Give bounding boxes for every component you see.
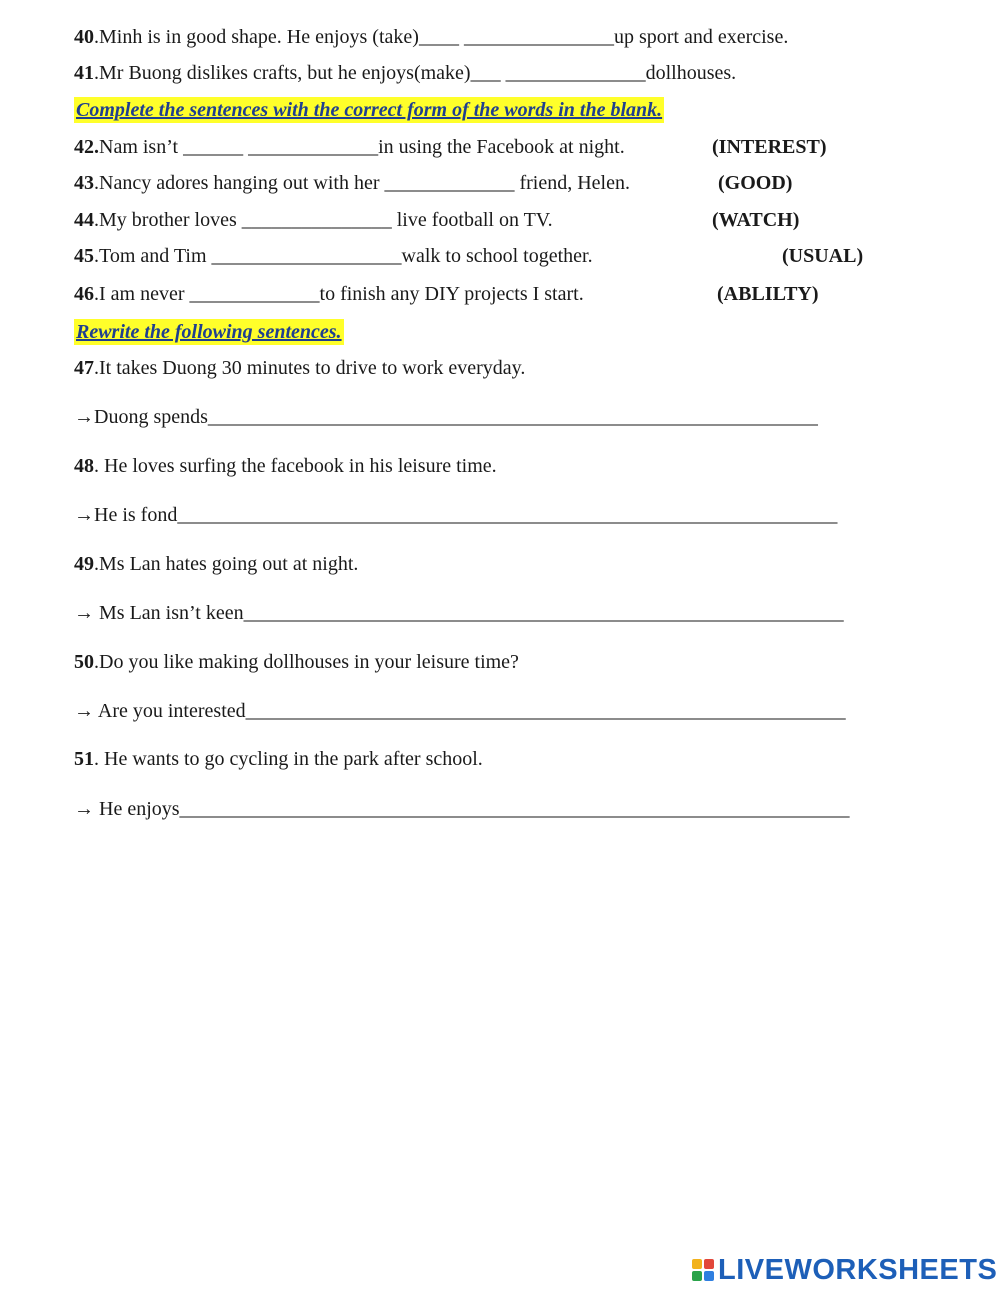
item-42 [74, 134, 625, 160]
item-text: .I am never _____________to finish any DIY projects I start. [94, 283, 584, 305]
item-text: .Tom and Tim ___________________walk to school together. [94, 245, 593, 267]
logo-mark-icon [692, 1259, 714, 1281]
item-44 [74, 207, 553, 233]
logo-square-bl [692, 1271, 702, 1281]
answer-line-49[interactable]: → Ms Lan isn’t keen____________________________________________________________ [74, 602, 844, 624]
item-text: .Mr Buong dislikes crafts, but he enjoys(make)___ ______________dollhouses. [94, 62, 737, 84]
item-46 [74, 281, 584, 307]
item-47 [74, 355, 525, 381]
liveworksheets-logo[interactable] [692, 1255, 997, 1285]
item-number: 51 [74, 748, 94, 770]
logo-square-tl [692, 1259, 702, 1269]
item-number: 43 [74, 172, 94, 194]
item-50 [74, 649, 519, 675]
item-text: .My brother loves _______________ live football on TV. [94, 209, 553, 231]
answer-line-51[interactable]: → He enjoys___________________________________________________________________ [74, 798, 850, 820]
item-51 [74, 746, 483, 772]
item-number: 40 [74, 26, 94, 48]
item-48 [74, 453, 497, 479]
keyword-usual: (USUAL) [782, 245, 864, 267]
keyword-watch: (WATCH) [712, 209, 800, 231]
section-heading-rewrite: Rewrite the following sentences. [76, 321, 342, 343]
item-40 [74, 24, 788, 50]
item-number: 46 [74, 283, 94, 305]
answer-line-47[interactable]: →Duong spends_____________________________________________________________ [74, 406, 818, 428]
item-number: 45 [74, 245, 94, 267]
keyword-good: (GOOD) [718, 172, 793, 194]
item-number: 41 [74, 62, 94, 84]
item-text: .Do you like making dollhouses in your leisure time? [94, 651, 519, 673]
logo-square-tr [704, 1259, 714, 1269]
logo-text: LIVEWORKSHEETS [718, 1254, 998, 1286]
answer-line-50[interactable]: → Are you interested____________________________________________________________ [74, 700, 846, 722]
item-45 [74, 243, 593, 269]
item-41 [74, 60, 736, 86]
item-text: .Minh is in good shape. He enjoys (take)____ _______________up sport and exercise. [94, 26, 789, 48]
logo-square-br [704, 1271, 714, 1281]
item-number: 47 [74, 357, 94, 379]
answer-line-48[interactable]: →He is fond__________________________________________________________________ [74, 504, 838, 526]
item-text: .Nancy adores hanging out with her _____________ friend, Helen. [94, 172, 630, 194]
section-heading-complete: Complete the sentences with the correct form of the words in the blank. [76, 99, 663, 121]
item-number: 44 [74, 209, 94, 231]
keyword-interest: (INTEREST) [712, 136, 827, 158]
item-49 [74, 551, 358, 577]
item-number: 50 [74, 651, 94, 673]
item-43 [74, 170, 630, 196]
item-text: Nam isn’t ______ _____________in using the Facebook at night. [99, 136, 625, 158]
keyword-ability: (ABLILTY) [717, 283, 819, 305]
item-text: . He loves surfing the facebook in his leisure time. [94, 455, 497, 477]
item-number: 49 [74, 553, 94, 575]
item-number: 48 [74, 455, 94, 477]
item-text: . He wants to go cycling in the park after school. [94, 748, 483, 770]
item-text: .It takes Duong 30 minutes to drive to work everyday. [94, 357, 526, 379]
item-number: 42. [74, 136, 99, 158]
item-text: .Ms Lan hates going out at night. [94, 553, 359, 575]
